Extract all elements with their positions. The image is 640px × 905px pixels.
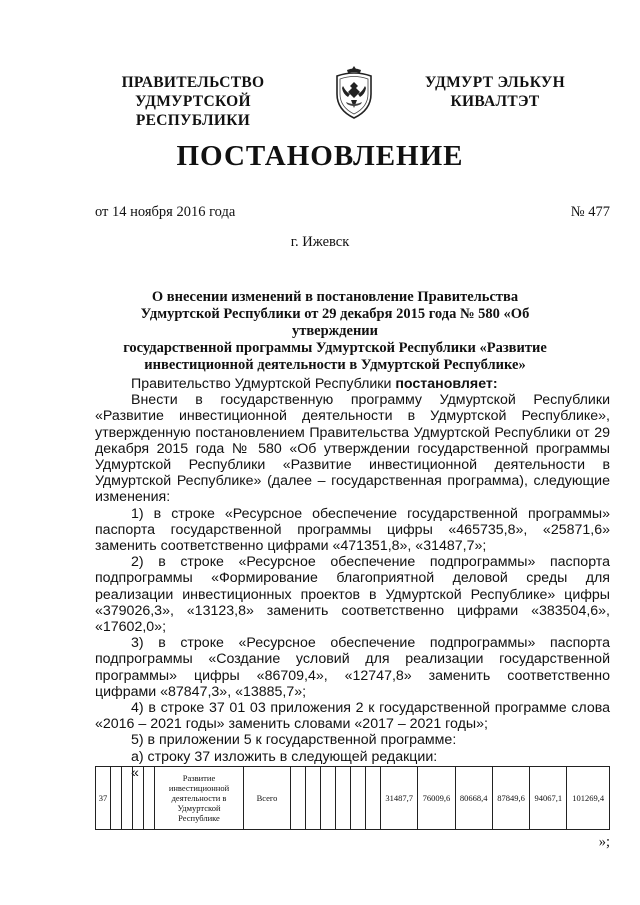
- cell-empty: [351, 767, 366, 830]
- cell-empty: [111, 767, 122, 830]
- cell-program-name: Развитие инвестиционной деятельности в Удмуртской Республике: [155, 767, 244, 830]
- document-subject: [100, 289, 570, 374]
- cell-empty: [144, 767, 155, 830]
- document-city: г. Ижевск: [290, 234, 350, 250]
- paragraph-item-1: 1) в строке «Ресурсное обеспечение государственной программы» паспорта государственной программы цифры «465735,8», «25871,6» заменить соответственно цифрами «471351,8», «31487,7»;: [95, 505, 610, 555]
- document-date: от 14 ноября 2016 года: [95, 204, 236, 220]
- table-row: [96, 767, 610, 830]
- header-left: [78, 73, 308, 130]
- preamble-text: Правительство Удмуртской Республики: [131, 376, 396, 392]
- paragraph-preamble: [95, 376, 610, 392]
- cell-empty: [122, 767, 133, 830]
- subject-line: государственной программы Удмуртской Республики «Развитие: [123, 340, 547, 356]
- subject-line: Удмуртской Республики от 29 декабря 2015 года № 580 «Об утверждении: [140, 306, 530, 339]
- cell-empty: [321, 767, 336, 830]
- paragraph-item-3: 3) в строке «Ресурсное обеспечение подпрограммы» паспорта подпрограммы «Создание условий для реализации государственной программы» цифры «86709,4», «12747,8» заменить соответственно цифрами «87847,3», «13885,7»;: [95, 635, 610, 700]
- cell-value: 101269,4: [567, 767, 610, 830]
- paragraph-item-5a: а) строку 37 изложить в следующей редакции:: [131, 748, 438, 765]
- cell-empty: [133, 767, 144, 830]
- open-quote: «: [131, 764, 139, 781]
- subject-line: О внесении изменений в постановление Правительства: [151, 289, 519, 305]
- cell-source: Всего: [244, 767, 291, 830]
- cell-empty: [306, 767, 321, 830]
- cell-value: 31487,7: [381, 767, 418, 830]
- document-title: ПОСТАНОВЛЕНИЕ: [176, 140, 464, 172]
- paragraph-item-2: 2) в строке «Ресурсное обеспечение подпрограммы» паспорта подпрограммы «Формирование благоприятной деловой среды для реализации инвестиционных проектов в Удмуртской Республике» цифры «379026,3», «13123,8» заменить соответственно цифрами «383504,6», «17602,0»;: [95, 554, 610, 636]
- close-quote: »;: [598, 834, 610, 850]
- header-left-line2: УДМУРТСКОЙ РЕСПУБЛИКИ: [135, 93, 251, 129]
- header-right: [410, 73, 580, 111]
- cell-value: 76009,6: [418, 767, 455, 830]
- cell-row-number: 37: [96, 767, 111, 830]
- header-right-line1: УДМУРТ ЭЛЬКУН: [425, 74, 565, 91]
- cell-empty: [291, 767, 306, 830]
- header-left-line1: ПРАВИТЕЛЬСТВО: [121, 74, 265, 91]
- subject-line: инвестиционной деятельности в Удмуртской Республике»: [144, 357, 526, 373]
- cell-value: 80668,4: [455, 767, 492, 830]
- program-table-row: [95, 766, 610, 830]
- document-body: [95, 376, 610, 781]
- coat-of-arms-icon: [329, 64, 379, 120]
- cell-empty: [336, 767, 351, 830]
- cell-value: 94067,1: [530, 767, 567, 830]
- paragraph-intro: Внести в государственную программу Удмуртской Республики «Развитие инвестиционной деятельности в Удмуртской Республике», утвержденную постановлением Правительства Удмуртской Республики от 29 декабря 2015 года № 580 «Об утверждении государственной программы Удмуртской Республики «Развитие инвестиционной деятельности в Удмуртской Республике» (далее – государственная программа), следующие изменения:: [95, 392, 610, 506]
- cell-value: 87849,6: [492, 767, 529, 830]
- preamble-bold: постановляет:: [395, 376, 498, 392]
- header-right-line2: КИВАЛТЭТ: [450, 93, 540, 110]
- document-number: № 477: [570, 204, 610, 220]
- paragraph-item-4: 4) в строке 37 01 03 приложения 2 к государственной программе слова «2016 – 2021 годы» заменить словами «2017 – 2021 годы»;: [95, 700, 610, 733]
- cell-empty: [366, 767, 381, 830]
- paragraph-item-5: 5) в приложении 5 к государственной программе:: [131, 732, 457, 749]
